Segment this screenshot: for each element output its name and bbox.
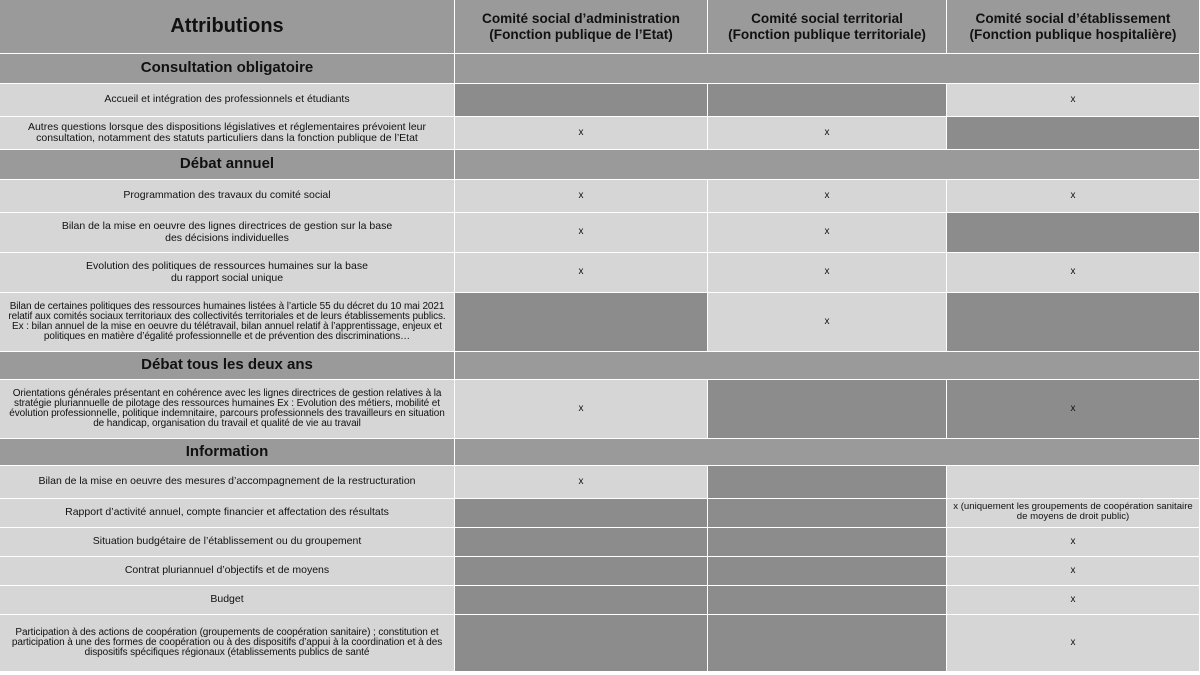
cell-state: x [455, 380, 708, 439]
row-label: Accueil et intégration des professionnels et étudiants [0, 84, 455, 117]
cell-territorial [708, 528, 947, 557]
cell-territorial [708, 586, 947, 615]
cell-territorial [708, 499, 947, 528]
cell-hospital: x [947, 615, 1200, 672]
cell-state [455, 499, 708, 528]
section-band [455, 54, 1200, 84]
row-label: Orientations générales présentant en cohérence avec les lignes directrices de gestion relatives à la stratégie pluriannuelle de pilotage des ressources humaines Ex : Evolution des métiers, mobilité et évolution professionnelle, politique indemnitaire, parcours professionnels des travailleurs en situation de handicap, organisation du travail et qualité de vie au travail [0, 380, 455, 439]
cell-territorial [708, 84, 947, 117]
cell-hospital [947, 466, 1200, 499]
cell-territorial: x [708, 253, 947, 293]
row-label: Budget [0, 586, 455, 615]
cell-territorial [708, 380, 947, 439]
cell-state: x [455, 466, 708, 499]
cell-hospital: x [947, 253, 1200, 293]
section-band [455, 439, 1200, 466]
row-label: Participation à des actions de coopération (groupements de coopération sanitaire) ; constitution et participation à une des formes de coopération ou à des dispositifs d’appui à la coordination et à des dispositifs spécifiques régionaux (établissements publics de santé [0, 615, 455, 672]
cell-state [455, 293, 708, 352]
header-col-hospital: Comité social d’établissement (Fonction publique hospitalière) [947, 0, 1200, 54]
header-col-state: Comité social d’administration (Fonction publique de l’Etat) [455, 0, 708, 54]
cell-hospital: x [947, 586, 1200, 615]
cell-hospital: x [947, 84, 1200, 117]
cell-state [455, 586, 708, 615]
cell-territorial [708, 466, 947, 499]
cell-territorial: x [708, 293, 947, 352]
cell-hospital: x [947, 557, 1200, 586]
cell-state [455, 615, 708, 672]
cell-state [455, 84, 708, 117]
row-label: Bilan de la mise en oeuvre des lignes directrices de gestion sur la base des décisions individuelles [0, 213, 455, 253]
row-label: Bilan de la mise en oeuvre des mesures d’accompagnement de la restructuration [0, 466, 455, 499]
cell-state: x [455, 253, 708, 293]
cell-hospital [947, 293, 1200, 352]
row-label: Autres questions lorsque des dispositions législatives et réglementaires prévoient leur consultation, notamment des statuts particuliers dans la fonction publique de l’Etat [0, 117, 455, 150]
section-title: Débat annuel [0, 150, 455, 180]
cell-territorial [708, 557, 947, 586]
header-col-territorial: Comité social territorial (Fonction publique territoriale) [708, 0, 947, 54]
cell-hospital: x [947, 380, 1200, 439]
cell-territorial: x [708, 117, 947, 150]
cell-hospital [947, 117, 1200, 150]
header-attributions: Attributions [0, 0, 455, 54]
row-label: Situation budgétaire de l’établissement ou du groupement [0, 528, 455, 557]
cell-hospital: x [947, 180, 1200, 213]
row-label: Rapport d’activité annuel, compte financier et affectation des résultats [0, 499, 455, 528]
row-label: Contrat pluriannuel d’objectifs et de moyens [0, 557, 455, 586]
row-label: Evolution des politiques de ressources humaines sur la base du rapport social unique [0, 253, 455, 293]
cell-territorial: x [708, 213, 947, 253]
cell-state [455, 557, 708, 586]
section-title: Information [0, 439, 455, 466]
cell-territorial [708, 615, 947, 672]
section-band [455, 352, 1200, 380]
cell-state: x [455, 117, 708, 150]
cell-territorial: x [708, 180, 947, 213]
row-label: Bilan de certaines politiques des ressources humaines listées à l’article 55 du décret du 10 mai 2021 relatif aux comités sociaux territoriaux des collectivités territoriales et de leurs établissements publics. Ex : bilan annuel de la mise en oeuvre du télétravail, bilan annuel relatif à l’apprentissage, enjeux et politiques en matière d’égalité professionnelle et de prévention des discriminations… [0, 293, 455, 352]
cell-state: x [455, 180, 708, 213]
cell-hospital [947, 213, 1200, 253]
cell-state [455, 528, 708, 557]
section-band [455, 150, 1200, 180]
cell-hospital: x [947, 528, 1200, 557]
row-label: Programmation des travaux du comité social [0, 180, 455, 213]
cell-hospital: x (uniquement les groupements de coopération sanitaire de moyens de droit public) [947, 499, 1200, 528]
section-title: Débat tous les deux ans [0, 352, 455, 380]
section-title: Consultation obligatoire [0, 54, 455, 84]
cell-state: x [455, 213, 708, 253]
